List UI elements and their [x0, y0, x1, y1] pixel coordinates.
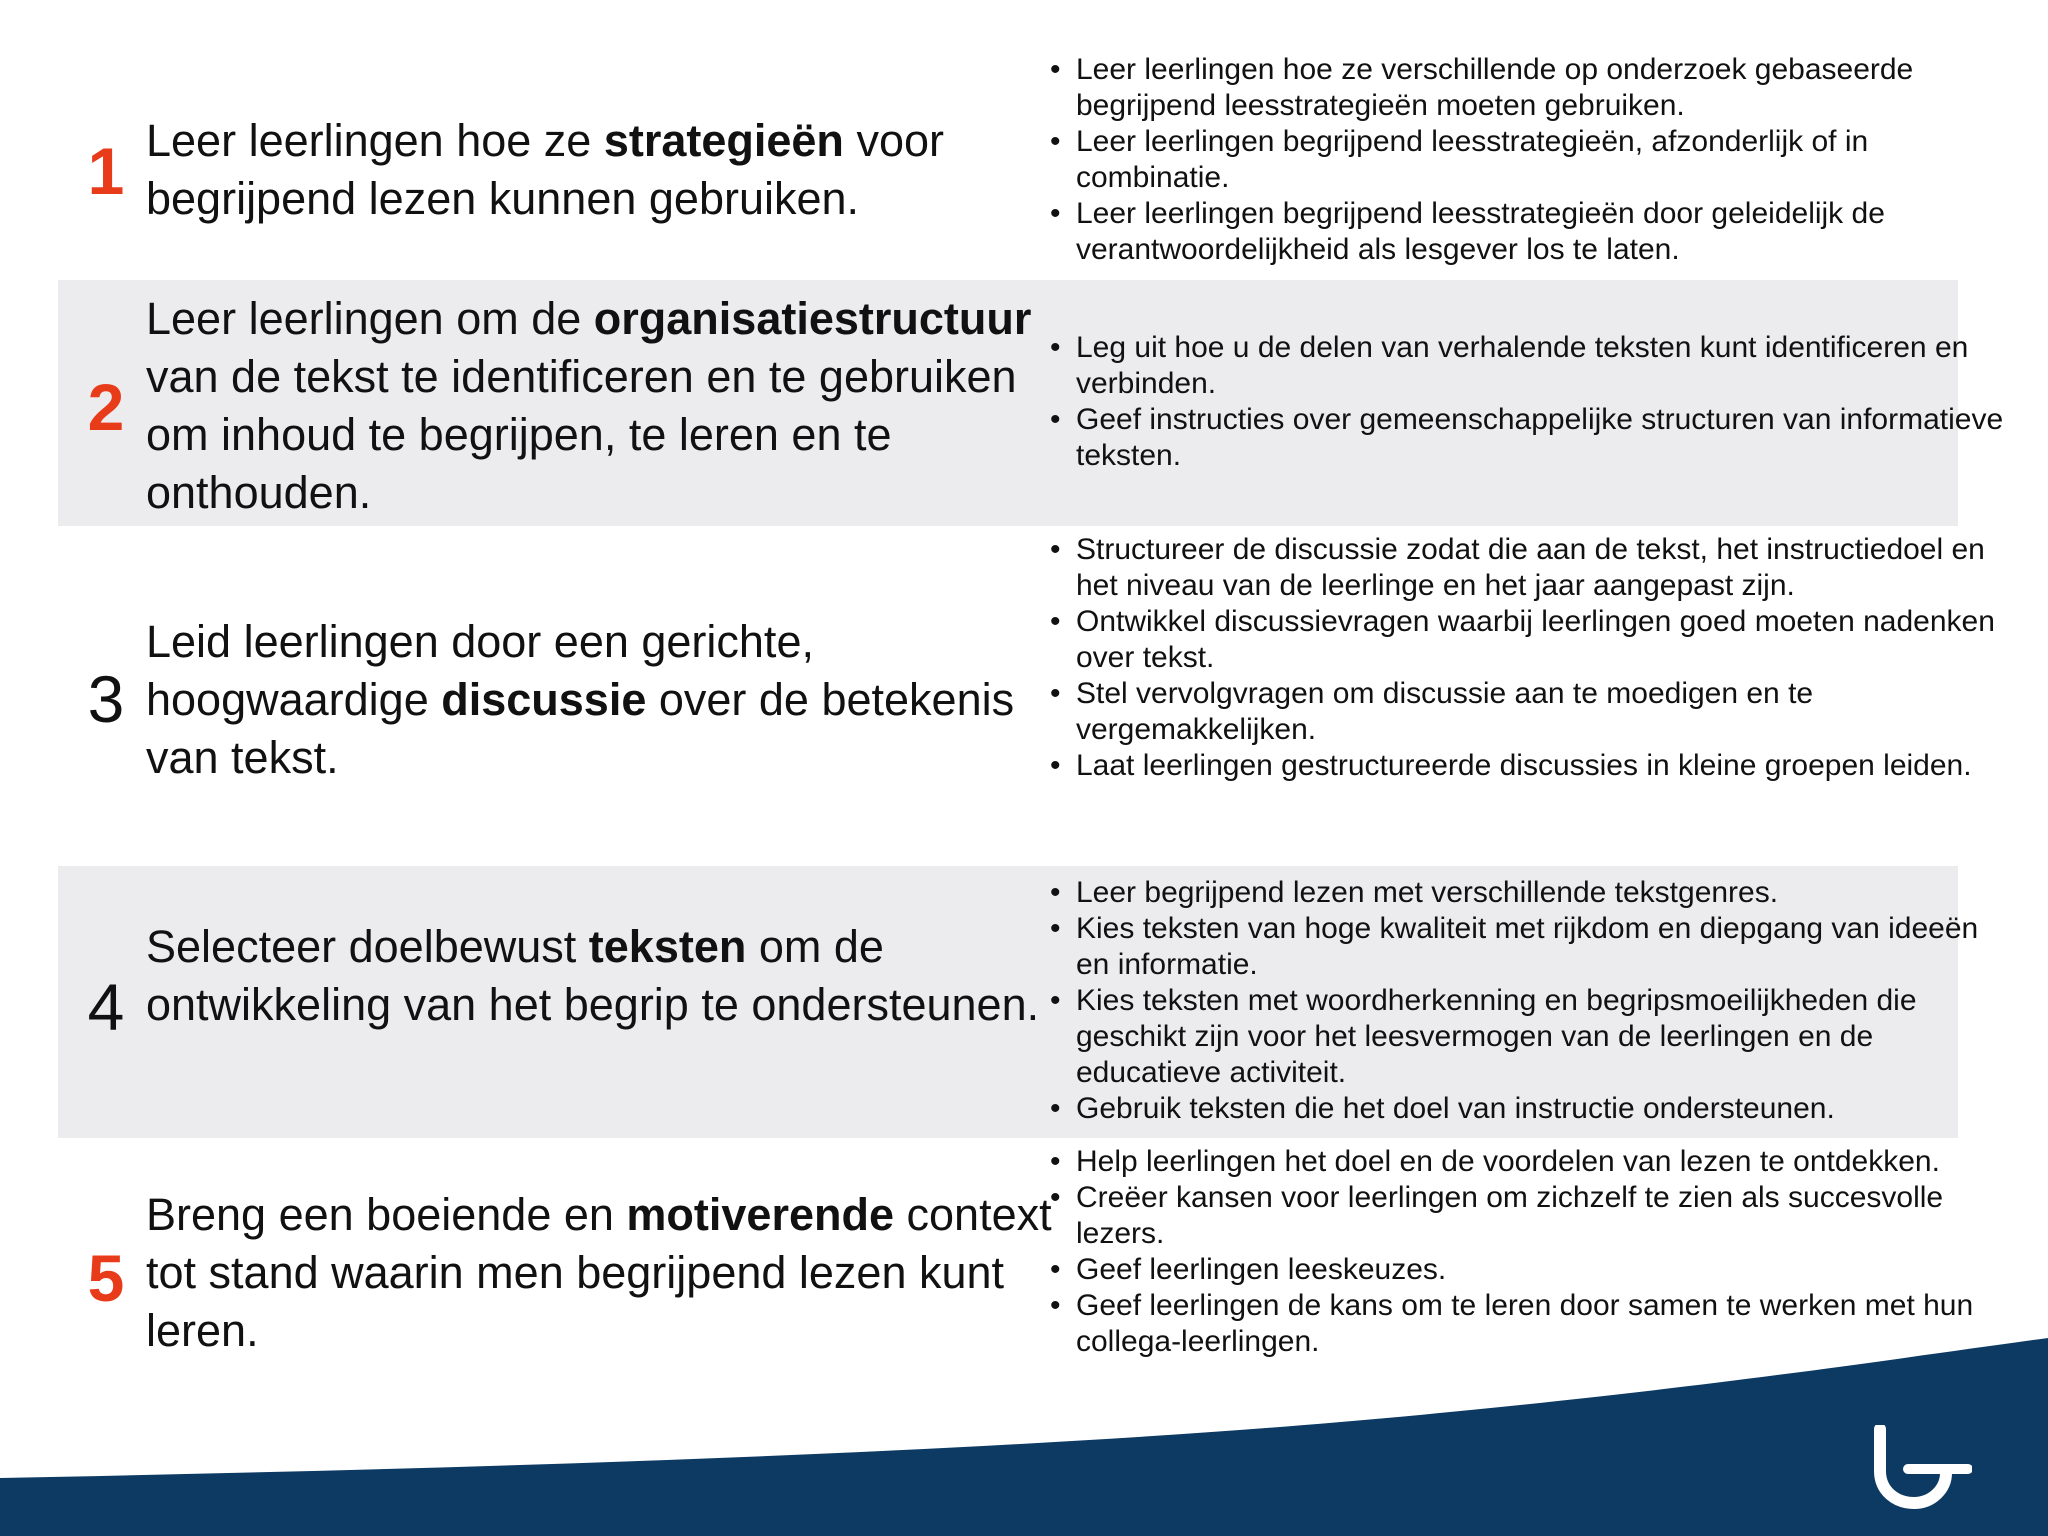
- footer-wave: [0, 1300, 2048, 1536]
- strategy-row-4: [58, 866, 1979, 1138]
- bullet-item: • Leer leerlingen begrijpend leesstrategieën, afzonderlijk of in combinatie.: [1050, 124, 2010, 196]
- main-text-keyword: organisatiestructuur: [593, 293, 1032, 344]
- strategy-row-3: [58, 526, 1995, 866]
- row-number: 5: [87, 1241, 125, 1315]
- bullet-item: • Kies teksten met woordherkenning en begripsmoeilijkheden die geschikt zijn voor het leesvermogen van de leerlingen en de educatieve activiteit.: [1050, 983, 2010, 1091]
- footer-wave-shape: [0, 1338, 2048, 1536]
- bullet-item: • Leer leerlingen begrijpend leesstrategieën door geleidelijk de verantwoordelijkheid als lesgever los te laten.: [1050, 196, 2010, 268]
- bullet-item: • Leg uit hoe u de delen van verhalende teksten kunt identificeren en verbinden.: [1050, 330, 2010, 402]
- main-text-post: voor begrijpend lezen kunnen gebruiken.: [146, 115, 944, 224]
- row-number: 2: [87, 370, 125, 444]
- main-text-keyword: strategieën: [603, 115, 844, 166]
- strategy-row-2: [58, 280, 2004, 526]
- main-text-pre: Selecteer doelbewust: [146, 921, 589, 972]
- bullet-item: • Geef leerlingen leeskeuzes.: [1050, 1252, 2010, 1288]
- main-text-post: om de ontwikkeling van het begrip te ondersteunen.: [146, 921, 1040, 1030]
- row-number: 1: [87, 134, 125, 208]
- bullet-item: • Leer begrijpend lezen met verschillende tekstgenres.: [1050, 875, 2010, 911]
- bullet-item: • Structureer de discussie zodat die aan de tekst, het instructiedoel en het niveau van de leerlinge en het jaar aangepast zijn.: [1050, 532, 2010, 604]
- row-main-text: [146, 112, 1076, 228]
- row-number: 4: [87, 970, 125, 1044]
- row-bullet-list: [1050, 875, 2010, 1127]
- main-text-pre: Leer leerlingen om de: [146, 293, 594, 344]
- bullet-item: • Help leerlingen het doel en de voordelen van lezen te ontdekken.: [1050, 1144, 2010, 1180]
- bullet-item: • Creëer kansen voor leerlingen om zichzelf te zien als succesvolle lezers.: [1050, 1180, 2010, 1252]
- row-main-text: [146, 918, 1076, 1034]
- bullet-item: • Leer leerlingen hoe ze verschillende op onderzoek gebaseerde begrijpend leesstrategieën moeten gebruiken.: [1050, 52, 2010, 124]
- main-text-pre: Leid leerlingen door een gerichte, hoogwaardige: [146, 616, 814, 725]
- brand-logo-icon: [1868, 1425, 1972, 1509]
- row-bullet-list: [1050, 330, 2010, 474]
- bullet-item: • Laat leerlingen gestructureerde discussies in kleine groepen leiden.: [1050, 748, 2010, 784]
- row-bullet-list: [1050, 532, 2010, 784]
- row-number: 3: [87, 662, 125, 736]
- row-main-text: [146, 613, 1076, 787]
- bullet-item: • Ontwikkel discussievragen waarbij leerlingen goed moeten nadenken over tekst.: [1050, 604, 2010, 676]
- main-text-post: van de tekst te identificeren en te gebruiken om inhoud te begrijpen, te leren en te onthouden.: [146, 351, 1017, 518]
- bullet-item: • Geef leerlingen de kans om te leren door samen te werken met hun collega-leerlingen.: [1050, 1288, 2010, 1360]
- main-text-keyword: discussie: [441, 674, 647, 725]
- strategy-row-1: [58, 40, 1958, 280]
- main-text-post: context tot stand waarin men begrijpend lezen kunt leren.: [146, 1189, 1052, 1356]
- main-text-pre: Leer leerlingen hoe ze: [146, 115, 604, 166]
- bullet-item: • Stel vervolgvragen om discussie aan te moedigen en te vergemakkelijken.: [1050, 676, 2010, 748]
- main-text-pre: Breng een boeiende en: [146, 1189, 627, 1240]
- row-main-text: [146, 290, 1076, 522]
- main-text-keyword: motiverende: [626, 1189, 895, 1240]
- main-text-keyword: teksten: [588, 921, 747, 972]
- row-bullet-list: [1050, 52, 2010, 268]
- bullet-item: • Geef instructies over gemeenschappelijke structuren van informatieve teksten.: [1050, 402, 2010, 474]
- bullet-item: • Kies teksten van hoge kwaliteit met rijkdom en diepgang van ideeën en informatie.: [1050, 911, 2010, 983]
- main-text-post: over de betekenis van tekst.: [146, 674, 1015, 783]
- bullet-item: • Gebruik teksten die het doel van instructie ondersteunen.: [1050, 1091, 2010, 1127]
